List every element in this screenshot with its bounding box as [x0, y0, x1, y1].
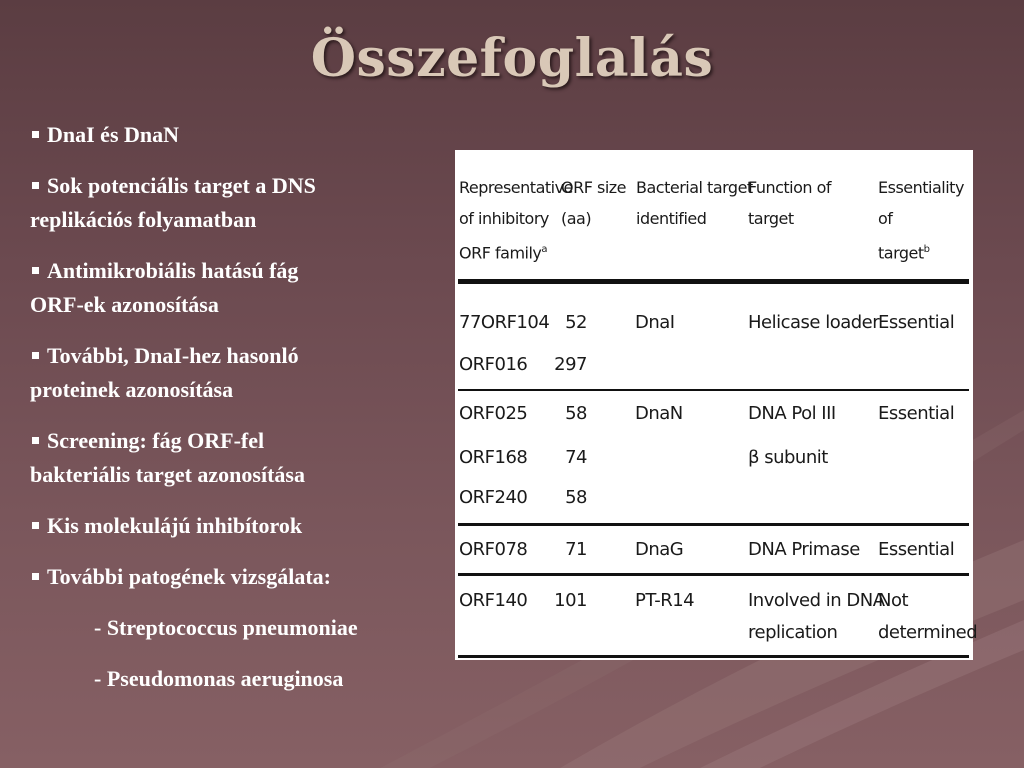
- bullet-item: [30, 339, 460, 407]
- cell-orf: ORF240: [459, 487, 528, 508]
- square-bullet-icon: [32, 522, 39, 529]
- cell-size: 58: [565, 403, 587, 424]
- cell-orf: 77ORF104: [459, 312, 550, 333]
- bullet-item: [30, 118, 460, 152]
- group-divider: [458, 389, 969, 391]
- cell-orf: ORF168: [459, 447, 528, 468]
- header-line: (aa): [561, 209, 592, 228]
- cell-function: Involved in DNA: [748, 590, 885, 611]
- bullet-text-line2: ORF-ek azonosítása: [30, 292, 219, 317]
- cell-target: PT-R14: [635, 590, 695, 611]
- header-function: [748, 172, 831, 234]
- footnote-b: b: [923, 244, 930, 255]
- bullet-item: [30, 169, 460, 237]
- bullet-text: DnaI és DnaN: [47, 122, 180, 147]
- cell-size: 74: [565, 447, 587, 468]
- slide-title: Összefoglalás: [310, 28, 714, 89]
- square-bullet-icon: [32, 131, 39, 138]
- cell-orf: ORF016: [459, 354, 528, 375]
- header-orf-size: [561, 172, 626, 234]
- group-divider: [458, 523, 969, 526]
- sub-item: - Pseudomonas aeruginosa: [94, 666, 344, 691]
- bullet-item: [30, 560, 460, 594]
- cell-size: 101: [554, 590, 587, 611]
- orf-table: [455, 150, 978, 660]
- square-bullet-icon: [32, 267, 39, 274]
- cell-function: DNA Primase: [748, 539, 860, 560]
- cell-function: DNA Pol III: [748, 403, 836, 424]
- header-line-text: target: [878, 243, 924, 263]
- cell-target: DnaN: [635, 403, 683, 424]
- cell-orf: ORF140: [459, 590, 528, 611]
- bullet-item: [30, 424, 460, 492]
- bullet-text-line2: replikációs folyamatban: [30, 207, 257, 232]
- header-line: identified: [636, 209, 707, 228]
- cell-function: β subunit: [748, 447, 828, 468]
- header-line: of inhibitory: [459, 209, 549, 228]
- group-divider: [458, 573, 969, 576]
- sub-item: - Streptococcus pneumoniae: [94, 615, 358, 640]
- header-line-text: ORF family: [459, 243, 542, 263]
- cell-essential: Essential: [878, 312, 955, 333]
- header-bacterial-target: [636, 172, 753, 234]
- header-line: target: [748, 209, 794, 228]
- bullet-text-line1: További, DnaI-hez hasonló: [47, 343, 299, 368]
- header-line: Function of: [748, 178, 832, 197]
- bullet-text-line1: Antimikrobiális hatású fág: [47, 258, 299, 283]
- bullet-text: További patogének vizsgálata:: [47, 564, 332, 589]
- bullet-item: [30, 509, 460, 543]
- bullet-text-line1: Screening: fág ORF-fel: [47, 428, 265, 453]
- square-bullet-icon: [32, 573, 39, 580]
- cell-essential: Essential: [878, 539, 955, 560]
- cell-essential: Essential: [878, 403, 955, 424]
- square-bullet-icon: [32, 182, 39, 189]
- cell-orf: ORF078: [459, 539, 528, 560]
- header-line: Bacterial target: [636, 178, 753, 197]
- cell-target: DnaI: [635, 312, 675, 333]
- cell-essential: determined: [878, 622, 978, 643]
- cell-essential: Not: [878, 590, 909, 611]
- cell-size: 297: [554, 354, 587, 375]
- header-line: [459, 234, 573, 268]
- header-line: ORF size: [561, 178, 627, 197]
- bullet-item: [30, 254, 460, 322]
- bullet-list: [30, 118, 460, 713]
- header-representative: [459, 172, 573, 268]
- header-divider: [458, 279, 969, 284]
- cell-size: 52: [565, 312, 587, 333]
- header-essentiality: [878, 172, 973, 268]
- table-bottom-rule: [458, 655, 969, 658]
- footnote-a: a: [541, 244, 548, 255]
- bullet-text-line2: bakteriális target azonosítása: [30, 462, 305, 487]
- cell-target: DnaG: [635, 539, 684, 560]
- header-line: [878, 234, 973, 268]
- header-line: Representative: [459, 178, 573, 197]
- cell-size: 58: [565, 487, 587, 508]
- square-bullet-icon: [32, 352, 39, 359]
- bullet-text-line1: Sok potenciális target a DNS: [47, 173, 316, 198]
- bullet-text: Kis molekulájú inhibítorok: [47, 513, 303, 538]
- cell-function: replication: [748, 622, 838, 643]
- cell-orf: ORF025: [459, 403, 528, 424]
- cell-size: 71: [565, 539, 587, 560]
- bullet-text-line2: proteinek azonosítása: [30, 377, 234, 402]
- square-bullet-icon: [32, 437, 39, 444]
- cell-function: Helicase loader: [748, 312, 880, 333]
- header-line: Essentiality of: [878, 178, 964, 228]
